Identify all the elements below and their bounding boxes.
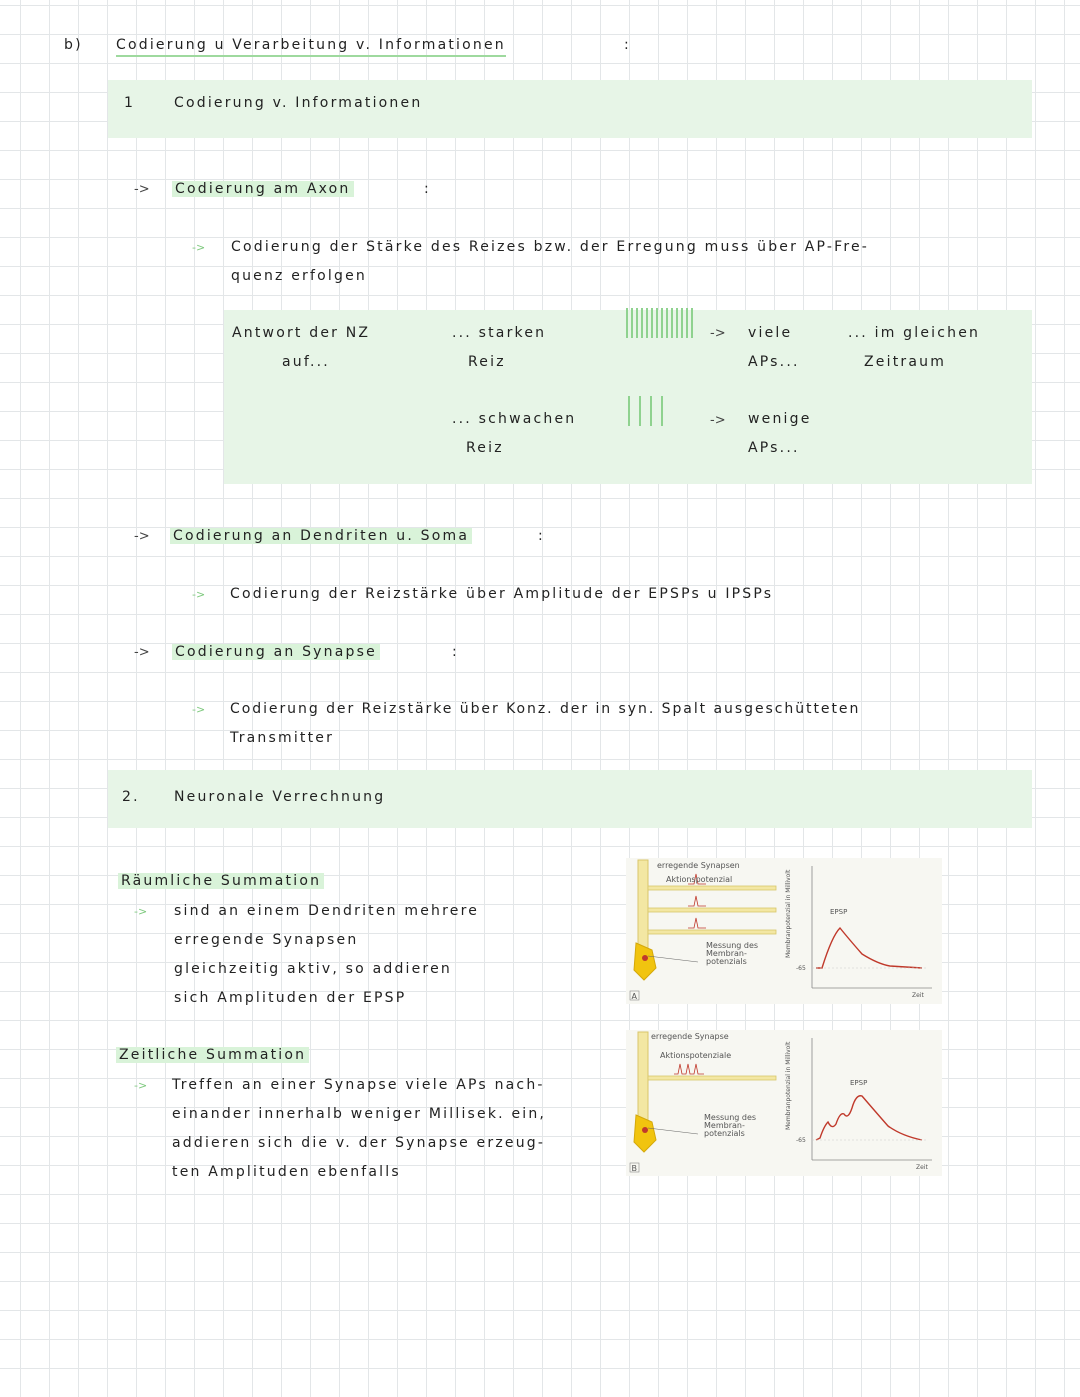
figure-b-label-synapse: erregende Synapse xyxy=(651,1032,729,1041)
ap-bar xyxy=(661,308,663,338)
synapse-text-line2: Transmitter xyxy=(230,730,335,746)
figure-b-nucleus xyxy=(642,1127,648,1133)
part2-number: 2. xyxy=(122,789,140,805)
ap-bar xyxy=(671,308,673,338)
strong-ap-bars xyxy=(626,308,693,338)
figure-a-dendrite xyxy=(648,930,776,934)
ap-bar xyxy=(650,396,652,426)
figure-a-y-tick: -65 xyxy=(796,965,806,972)
synapse-heading-text: Codierung an Synapse xyxy=(172,644,380,660)
figure-a-dendrite xyxy=(648,908,776,912)
axon-colon: : xyxy=(424,181,431,197)
strong-stimulus-line2: Reiz xyxy=(468,354,506,370)
figure-b-dendrite xyxy=(648,1076,776,1080)
synapse-text-line1: Codierung der Reizstärke über Konz. der in syn. Spalt ausgeschütteten xyxy=(230,701,861,717)
part1-title: Codierung v. Informationen xyxy=(174,95,423,111)
spatial-line: erregende Synapsen xyxy=(174,932,359,948)
figure-a-measure-line: potenzials xyxy=(706,957,747,966)
temporal-heading xyxy=(116,1046,309,1064)
figure-a-svg xyxy=(626,858,942,1004)
axon-sub-arrow: -> xyxy=(192,241,206,254)
figure-a-y-axis-label: Membranpotenzial in Millivolt xyxy=(785,869,792,958)
figure-b-x-axis-label: Zeit xyxy=(916,1164,928,1171)
ap-bar xyxy=(651,308,653,338)
synapse-arrow: -> xyxy=(134,645,150,660)
strong-arrow: -> xyxy=(710,326,726,341)
spatial-line: gleichzeitig aktiv, so addieren xyxy=(174,961,452,977)
weak-arrow: -> xyxy=(710,413,726,428)
part1-number: 1 xyxy=(124,95,136,111)
ap-bar xyxy=(666,308,668,338)
ap-bar xyxy=(676,308,678,338)
synapse-sub-arrow: -> xyxy=(192,703,206,716)
spatial-line: sind an einem Dendriten mehrere xyxy=(174,903,480,919)
figure-b-measure-line: potenzials xyxy=(704,1129,745,1138)
spatial-line: sich Amplituden der EPSP xyxy=(174,990,407,1006)
temporal-line: einander innerhalb weniger Millisek. ein, xyxy=(172,1106,547,1122)
spatial-heading-text: Räumliche Summation xyxy=(118,873,324,889)
figure-b-y-tick: -65 xyxy=(796,1137,806,1144)
section-title: Codierung u Verarbeitung v. Informationen xyxy=(116,36,506,57)
figure-b-y-axis-label: Membranpotenzial in Millivolt xyxy=(785,1041,792,1130)
ap-bar xyxy=(626,308,628,338)
synapse-heading xyxy=(172,643,380,661)
temporal-line: Treffen an einer Synapse viele APs nach- xyxy=(172,1077,545,1093)
axon-arrow: -> xyxy=(134,182,150,197)
synapse-colon: : xyxy=(452,644,459,660)
weak-ap-bars xyxy=(628,396,663,426)
temporal-line: ten Amplituden ebenfalls xyxy=(172,1164,401,1180)
figure-a-panel: A xyxy=(631,992,637,1001)
figure-b-measure-line: Membran- xyxy=(704,1121,745,1130)
ap-bar xyxy=(641,308,643,338)
timeframe-line1: ... im gleichen xyxy=(848,325,981,341)
figure-a-peak-label: EPSP xyxy=(830,908,848,916)
spatial-arrow: -> xyxy=(134,905,148,918)
figure-a-measure-line: Membran- xyxy=(706,949,747,958)
strong-stimulus-line1: ... starken xyxy=(452,325,547,341)
dendrites-arrow: -> xyxy=(134,529,150,544)
temporal-heading-text: Zeitliche Summation xyxy=(116,1047,309,1063)
figure-b-label-ap: Aktionspotenziale xyxy=(660,1051,732,1060)
strong-result-line2: APs... xyxy=(748,354,800,370)
figure-temporal-summation xyxy=(626,1030,942,1176)
figure-a-label-synapses: erregende Synapsen xyxy=(657,861,740,870)
axon-text-line2: quenz erfolgen xyxy=(231,268,367,284)
ap-bar xyxy=(636,308,638,338)
ap-bar xyxy=(628,396,630,426)
dendrites-sub-arrow: -> xyxy=(192,588,206,601)
table-label-line1: Antwort der NZ xyxy=(232,325,371,341)
spatial-heading xyxy=(118,872,324,890)
figure-a-measure-line: Messung des xyxy=(706,941,759,950)
figure-spatial-summation xyxy=(626,858,942,1004)
table-label-line2: auf... xyxy=(282,354,330,370)
ap-bar xyxy=(631,308,633,338)
section-colon: : xyxy=(624,37,631,53)
timeframe-line2: Zeitraum xyxy=(864,354,947,370)
dendrites-text: Codierung der Reizstärke über Amplitude der EPSPs u IPSPs xyxy=(230,586,774,602)
ap-bar xyxy=(661,396,663,426)
ap-bar xyxy=(691,308,693,338)
figure-b-peak-label: EPSP xyxy=(850,1079,868,1087)
dendrites-heading-text: Codierung an Dendriten u. Soma xyxy=(170,528,472,544)
temporal-line: addieren sich die v. der Synapse erzeug- xyxy=(172,1135,546,1151)
figure-b-svg xyxy=(626,1030,942,1176)
figure-b-panel: B xyxy=(631,1164,637,1173)
weak-stimulus-line1: ... schwachen xyxy=(452,411,577,427)
weak-result-line1: wenige xyxy=(748,411,812,427)
ap-bar xyxy=(639,396,641,426)
weak-result-line2: APs... xyxy=(748,440,800,456)
figure-a-x-axis-label: Zeit xyxy=(912,992,924,999)
section-marker: b) xyxy=(64,37,83,53)
figure-a-dendrite xyxy=(648,886,776,890)
dendrites-heading xyxy=(170,527,472,545)
ap-bar xyxy=(686,308,688,338)
part2-title: Neuronale Verrechnung xyxy=(174,789,386,805)
ap-bar xyxy=(656,308,658,338)
figure-b-measure-line: Messung des xyxy=(704,1113,757,1122)
figure-a-nucleus xyxy=(642,955,648,961)
axon-heading xyxy=(172,180,354,198)
ap-bar xyxy=(681,308,683,338)
weak-stimulus-line2: Reiz xyxy=(466,440,504,456)
figure-a-label-ap: Aktionspotenzial xyxy=(666,875,733,884)
axon-text-line1: Codierung der Stärke des Reizes bzw. der Erregung muss über AP-Fre- xyxy=(231,239,870,255)
axon-heading-text: Codierung am Axon xyxy=(172,181,354,197)
ap-bar xyxy=(646,308,648,338)
strong-result-line1: viele xyxy=(748,325,793,341)
temporal-arrow: -> xyxy=(134,1079,148,1092)
dendrites-colon: : xyxy=(538,528,545,544)
